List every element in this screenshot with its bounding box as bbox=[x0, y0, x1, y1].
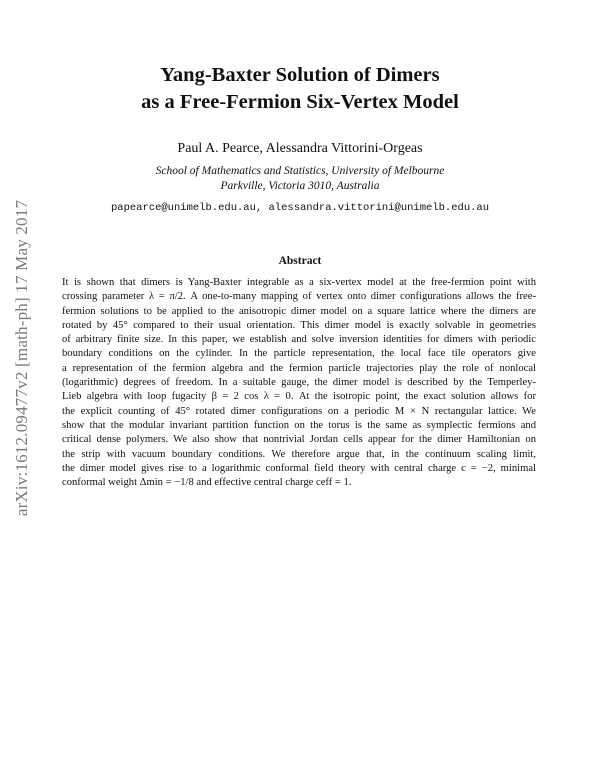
author-list: Paul A. Pearce, Alessandra Vittorini-Orgeas bbox=[177, 141, 423, 156]
abstract-line: boundary conditions on the cylinder. In the particle representation, the local face tile operators give bbox=[62, 348, 536, 360]
abstract-line: It is shown that dimers is Yang-Baxter integrable as a six-vertex model at the free-fermion point with bbox=[62, 277, 536, 288]
abstract-line: critical dense polymers. We also show that nontrivial Jordan cells appear for the dimer Hamiltonian on bbox=[62, 434, 536, 446]
abstract-line: the dimer model gives rise to a logarithmic conformal field theory with central charge c = −2, minimal bbox=[62, 462, 536, 474]
title-line-2: as a Free-Fermion Six-Vertex Model bbox=[141, 91, 459, 113]
arxiv-identifier: arXiv:1612.09477v2 [math-ph] 17 May 2017 bbox=[12, 199, 31, 517]
abstract-body bbox=[62, 276, 536, 490]
abstract-line: fermion solutions to be applied to the anisotropic dimer model on a square lattice where the dimers are bbox=[62, 305, 536, 317]
abstract-heading: Abstract bbox=[278, 255, 322, 267]
affiliation bbox=[0, 164, 600, 194]
abstract-line: crossing parameter λ = π/2. A one-to-many mapping of vertex onto dimer configurations allows the free- bbox=[62, 291, 536, 303]
abstract-line: the explicit counting of 45° rotated dimer configurations on a periodic M × N rectangular lattice. We bbox=[62, 405, 536, 417]
author-emails: papearce@unimelb.edu.au, alessandra.vittorini@unimelb.edu.au bbox=[110, 202, 490, 214]
affiliation-line-2: Parkville, Victoria 3010, Australia bbox=[220, 180, 380, 192]
affiliation-line-1: School of Mathematics and Statistics, University of Melbourne bbox=[155, 165, 445, 177]
paper-title bbox=[0, 62, 600, 116]
abstract-line: Lieb algebra with loop fugacity β = 2 cos λ = 0. At the isotropic point, the exact solution allows for bbox=[62, 391, 536, 403]
abstract-line: conformal weight Δmin = −1/8 and effective central charge ceff = 1. bbox=[62, 477, 352, 489]
abstract-line: a representation of the fermion algebra and the fermion particle trajectories play the role of nonlocal bbox=[62, 362, 536, 374]
abstract-line: of arbitrary finite size. In this paper, we establish and solve inversion identities for dimers with periodic bbox=[62, 334, 536, 346]
abstract-line: the strip with vacuum boundary conditions. We therefore argue that, in the continuum scaling limit, bbox=[62, 448, 536, 460]
title-line-1: Yang-Baxter Solution of Dimers bbox=[160, 64, 440, 86]
abstract-line: (logarithmic) degrees of freedom. In a suitable gauge, the dimer model is described by the Temperley- bbox=[62, 377, 536, 389]
abstract-line: rotated by 45° compared to their usual orientation. This dimer model is exactly solvable in geometries bbox=[62, 319, 536, 331]
abstract-line: show that the modular invariant partition function on the torus is the same as symplectic fermions and bbox=[62, 419, 536, 431]
